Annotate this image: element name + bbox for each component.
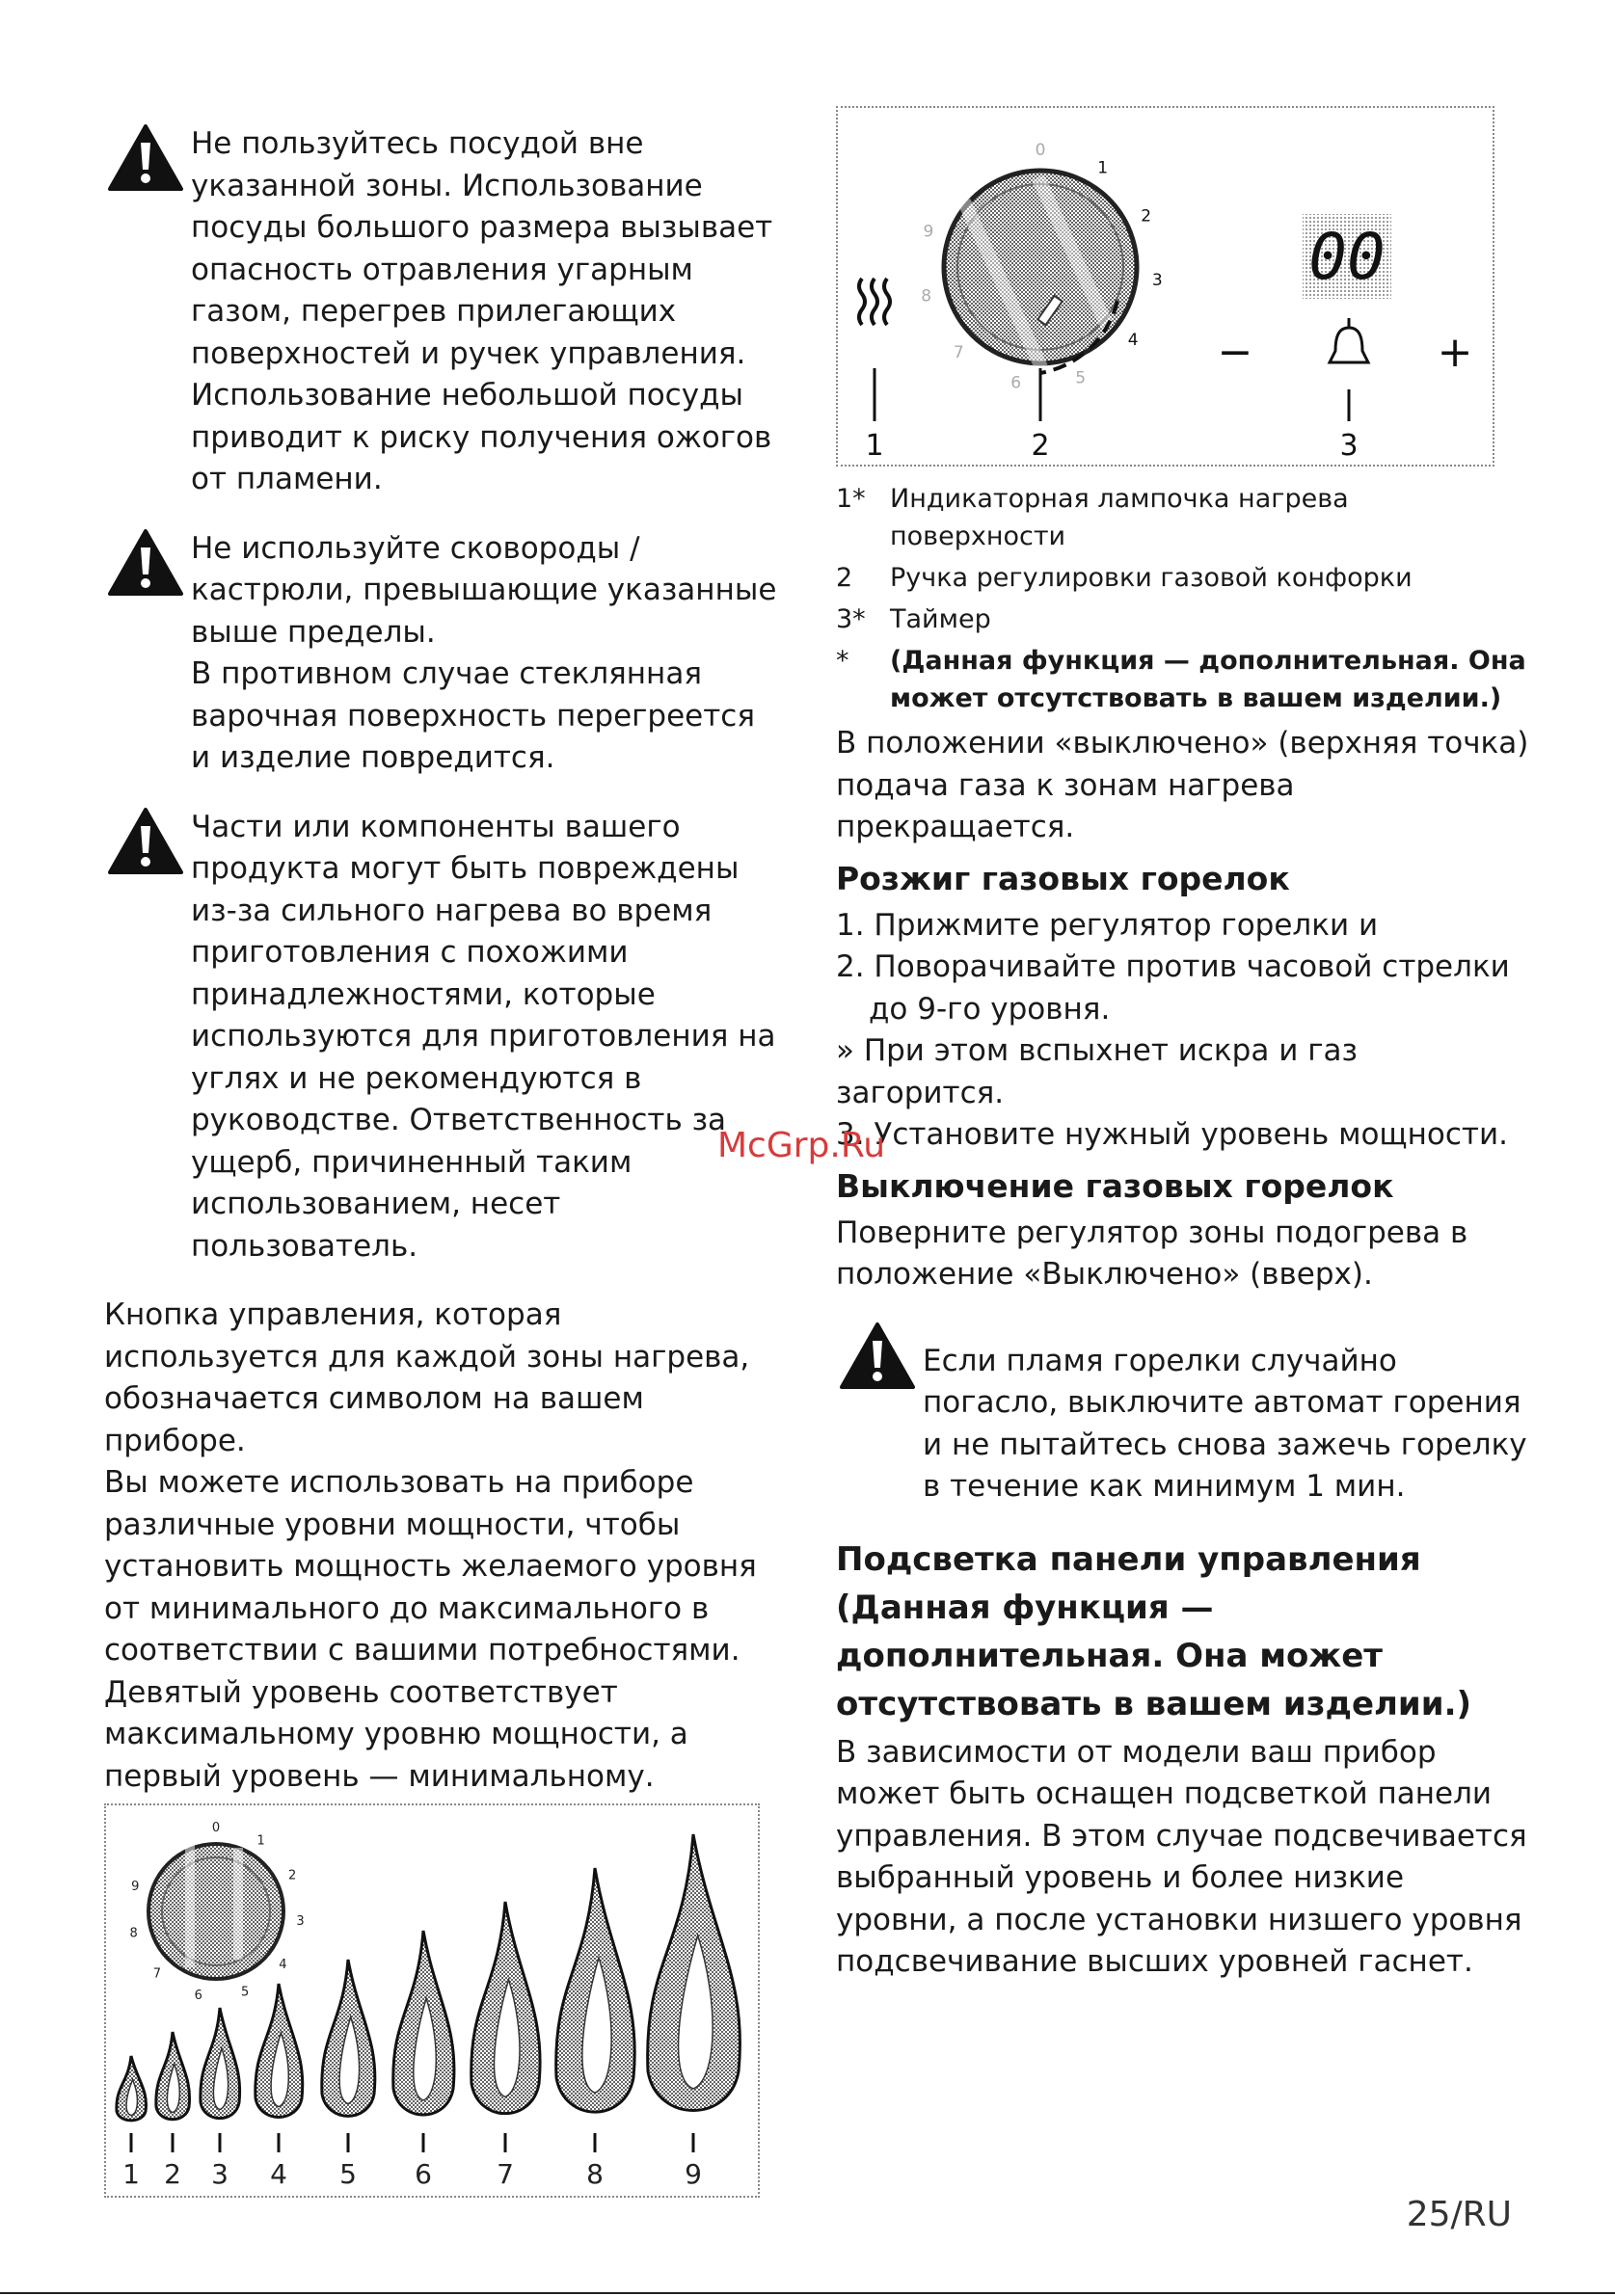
paragraph: Вы можете использовать на приборе различные уровни мощности, чтобы установить мощность желаемого уровня от минимального до максимального в соответствии с вашими потребностями. bbox=[104, 1465, 757, 1668]
flame-level-label: 8 bbox=[586, 2158, 604, 2190]
flame-level-label: 6 bbox=[415, 2158, 432, 2190]
step: 1. Прижмите регулятор горелки и bbox=[836, 907, 1379, 943]
step: до 9-го уровня. bbox=[869, 991, 1111, 1027]
shutdown-text: Поверните регулятор зоны подогрева в положение «Выключено» (вверх). bbox=[836, 1215, 1468, 1292]
panel-scale-label: 0 bbox=[1035, 141, 1046, 160]
warning-icon bbox=[840, 1322, 915, 1391]
warning-text: Если пламя горелки случайно погасло, выключите автомат горения и не пытайтесь снова зажечь горелку в течение как минимум 1 мин. bbox=[923, 1343, 1527, 1504]
legend-key: 3* bbox=[836, 604, 866, 634]
warning-block bbox=[104, 123, 779, 501]
section-heading: Розжиг газовых горелок bbox=[836, 859, 1290, 897]
legend-text: (Данная функция — дополнительная. Она может отсутствовать в вашем изделии.) bbox=[890, 646, 1526, 713]
warning-text: В противном случае стеклянная варочная поверхность перегреется и изделие повредится. bbox=[191, 656, 756, 775]
power-levels-text bbox=[104, 1295, 779, 1798]
flame-levels-diagram bbox=[106, 1805, 758, 2196]
legend-row bbox=[836, 642, 1530, 717]
off-position-text: В положении «выключено» (верхняя точка) подача газа к зонам нагрева прекращается. bbox=[836, 726, 1529, 844]
warning-block bbox=[104, 528, 779, 780]
timer-display bbox=[1303, 214, 1391, 299]
warning-text: Части или компоненты вашего продукта могут быть повреждены из-за сильного нагрева во время приготовления с похожими принадлежностями, которые используются для приготовления на углях и не рекомендуются в руководстве. Ответственность за ущерб, причиненный таким использованием, несет пользователь. bbox=[191, 809, 776, 1264]
paragraph: Девятый уровень соответствует максимальному уровню мощности, а первый уровень — минимальному. bbox=[104, 1674, 688, 1794]
timer-bell-icon bbox=[1330, 318, 1368, 362]
knob-scale-label: 2 bbox=[287, 1868, 297, 1883]
panel-scale-label: 1 bbox=[1097, 158, 1109, 178]
warning-icon bbox=[108, 807, 183, 876]
ignition-steps bbox=[836, 905, 1530, 1157]
panel-scale-label: 8 bbox=[921, 286, 932, 307]
knob-scale-label: 0 bbox=[211, 1821, 221, 1835]
timer-display-digits: 00 bbox=[1308, 220, 1386, 294]
warning-block bbox=[104, 807, 779, 1268]
knob-scale-label: 1 bbox=[256, 1833, 265, 1849]
step: 2. Поворачивайте против часовой стрелки bbox=[836, 949, 1510, 984]
step: » При этом вспыхнет искра и газ загорится. bbox=[836, 1033, 1358, 1110]
flame-level-label: 7 bbox=[497, 2158, 514, 2190]
knob-graphic bbox=[148, 1842, 283, 1982]
section-heading: Выключение газовых горелок bbox=[836, 1166, 1394, 1205]
knob-scale-label: 7 bbox=[152, 1966, 162, 1982]
gas-knob-graphic bbox=[944, 171, 1137, 373]
knob-scale-label: 5 bbox=[240, 1985, 250, 2000]
legend-key: 2 bbox=[836, 563, 853, 593]
flame-level-label: 4 bbox=[270, 2158, 287, 2190]
flame-level-label: 1 bbox=[122, 2158, 140, 2190]
callout-label: 2 bbox=[1031, 429, 1050, 463]
control-panel-figure bbox=[836, 106, 1494, 467]
flame-levels-figure bbox=[104, 1803, 760, 2198]
callout-label: 1 bbox=[865, 429, 884, 463]
legend-text: Индикаторная лампочка нагрева поверхности bbox=[890, 484, 1349, 551]
page-number: 25/RU bbox=[1406, 2195, 1512, 2234]
knob-scale-label: 6 bbox=[194, 1989, 202, 2004]
section-heading: Подсветка панели управления (Данная функция — дополнительная. Она может отсутствовать в вашем изделии.) bbox=[836, 1539, 1472, 1723]
flame-level-label: 2 bbox=[164, 2158, 181, 2190]
knob-scale-label: 4 bbox=[279, 1958, 287, 1973]
legend-row bbox=[836, 480, 1530, 555]
panel-scale-label: 9 bbox=[923, 222, 934, 242]
panel-scale-label: 3 bbox=[1151, 270, 1163, 290]
page-bottom-rule bbox=[0, 2292, 1615, 2294]
left-column bbox=[104, 123, 779, 2198]
control-panel-diagram bbox=[838, 108, 1493, 465]
surface-heat-indicator-icon bbox=[859, 279, 890, 325]
watermark: McGrp.Ru bbox=[717, 1126, 886, 1165]
legend-text: Ручка регулировки газовой конфорки bbox=[890, 563, 1413, 593]
warning-block bbox=[836, 1322, 1530, 1508]
warning-icon bbox=[108, 123, 183, 193]
knob-scale-label: 9 bbox=[131, 1879, 140, 1894]
flame-level-label: 9 bbox=[685, 2158, 702, 2190]
panel-scale-label: 5 bbox=[1075, 368, 1087, 388]
legend-row bbox=[836, 601, 1530, 638]
right-column bbox=[836, 106, 1530, 1984]
warning-icon bbox=[108, 528, 183, 598]
legend-text: Таймер bbox=[890, 604, 991, 634]
warning-text: Не пользуйтесь посудой вне указанной зоны. Использование посуды большого размера вызывает опасность отравления угарным газом, перегрев прилегающих поверхностей и ручек управления. Использование небольшой посуды приводит к риску получения ожогов от пламени. bbox=[191, 126, 773, 496]
legend-key: 1* bbox=[836, 484, 866, 514]
panel-scale-label: 4 bbox=[1127, 331, 1139, 351]
flame-level-label: 3 bbox=[211, 2158, 229, 2190]
backlight-text: В зависимости от модели ваш прибор может быть оснащен подсветкой панели управления. В этом случае подсвечивается выбранный уровень и более низкие уровни, а после установки низшего уровня подсвечивание высших уровней гаснет. bbox=[836, 1734, 1527, 1979]
panel-scale-label: 2 bbox=[1141, 206, 1152, 227]
knob-scale-label: 3 bbox=[296, 1914, 305, 1930]
paragraph: Кнопка управления, которая используется для каждой зоны нагрева, обозначается символом на вашем приборе. bbox=[104, 1297, 750, 1458]
step: 3. Установите нужный уровень мощности. bbox=[836, 1117, 1508, 1152]
legend-key: * bbox=[836, 646, 849, 676]
warning-text: Не используйте сковороды / кастрюли, превышающие указанные выше пределы. bbox=[191, 530, 777, 650]
legend-row bbox=[836, 559, 1530, 597]
timer-plus-button: + bbox=[1437, 328, 1473, 377]
panel-scale-label: 6 bbox=[1010, 373, 1022, 393]
knob-scale-label: 8 bbox=[129, 1926, 138, 1941]
panel-scale-label: 7 bbox=[953, 342, 964, 362]
callout-label: 3 bbox=[1339, 429, 1359, 463]
flame-level-label: 5 bbox=[339, 2158, 357, 2190]
figure-legend bbox=[836, 480, 1530, 717]
timer-minus-button: − bbox=[1217, 328, 1253, 377]
